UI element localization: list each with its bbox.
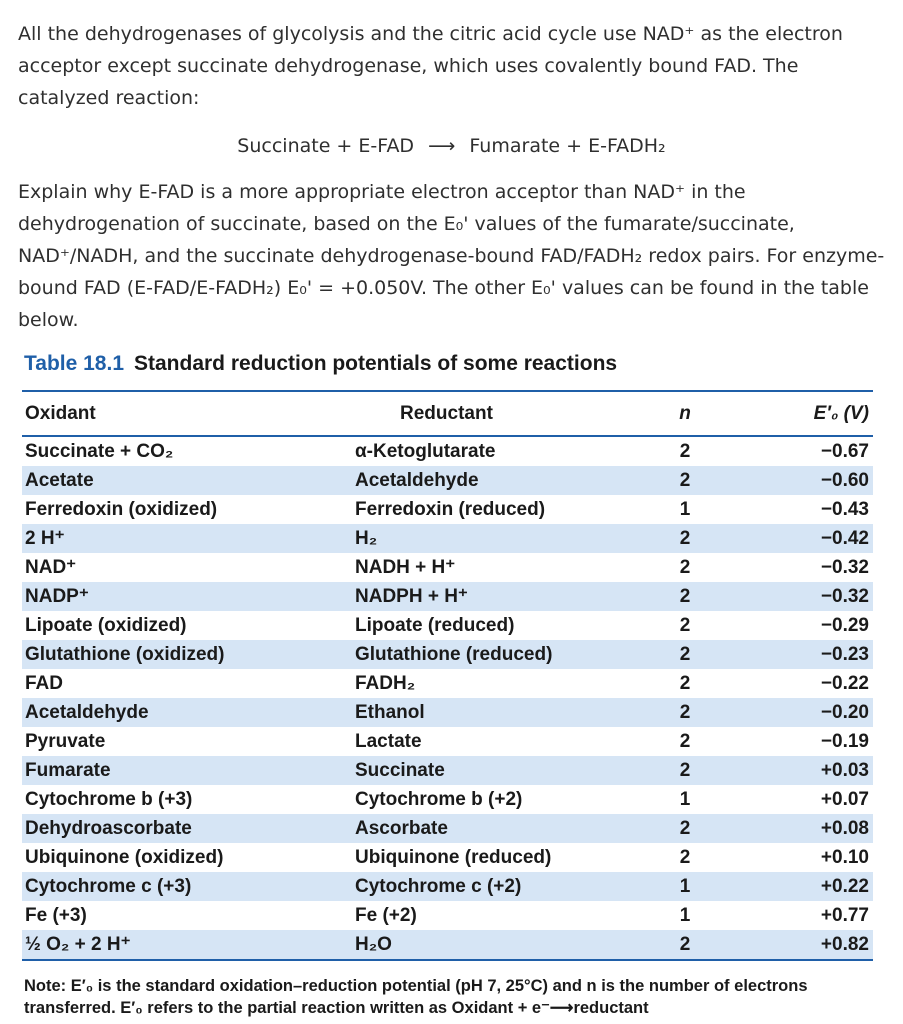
table-number: Table 18.1 (24, 352, 124, 375)
cell-oxidant: Lipoate (oxidized) (25, 615, 187, 636)
cell-oxidant: Fe (+3) (25, 905, 87, 926)
cell-e0: +0.08 (820, 818, 869, 839)
reduction-potential-table (22, 390, 873, 961)
table-caption (24, 352, 617, 376)
cell-reductant: Fe (+2) (355, 905, 417, 926)
cell-e0: −0.23 (820, 644, 869, 665)
question-paragraph-1 (18, 18, 888, 114)
cell-reductant: Ascorbate (355, 818, 448, 839)
table-row (22, 698, 873, 727)
cell-e0: +0.77 (820, 905, 869, 926)
cell-e0: −0.22 (820, 673, 869, 694)
cell-oxidant: NADP⁺ (25, 586, 89, 607)
cell-reductant: H₂O (355, 934, 392, 955)
table-row (22, 582, 873, 611)
cell-n: 2 (679, 586, 691, 607)
cell-oxidant: NAD⁺ (25, 557, 77, 578)
cell-n: 2 (679, 441, 691, 462)
cell-n: 1 (679, 905, 691, 926)
header-e0: E′₀ (V) (813, 403, 869, 424)
header-oxidant: Oxidant (25, 403, 96, 424)
cell-e0: +0.03 (820, 760, 869, 781)
cell-reductant: NADH + H⁺ (355, 557, 456, 578)
cell-oxidant: Acetaldehyde (25, 702, 149, 723)
cell-oxidant: Glutathione (oxidized) (25, 644, 225, 665)
cell-e0: −0.32 (820, 557, 869, 578)
cell-oxidant: Dehydroascorbate (25, 818, 192, 839)
table-row (22, 756, 873, 785)
header-n: n (679, 403, 691, 424)
table-row (22, 640, 873, 669)
cell-n: 2 (679, 702, 691, 723)
cell-n: 2 (679, 528, 691, 549)
cell-reductant: Glutathione (reduced) (355, 644, 553, 665)
table-row (22, 611, 873, 640)
table-row (22, 495, 873, 524)
cell-reductant: Ferredoxin (reduced) (355, 499, 546, 520)
equation-right: Fumarate + E-FADH₂ (469, 135, 666, 157)
cell-reductant: Lactate (355, 731, 422, 752)
table-title: Standard reduction potentials of some reactions (134, 352, 618, 375)
cell-reductant: NADPH + H⁺ (355, 586, 468, 607)
reaction-equation (0, 130, 903, 162)
cell-oxidant: Ubiquinone (oxidized) (25, 847, 224, 868)
cell-oxidant: Pyruvate (25, 731, 106, 752)
table-row (22, 785, 873, 814)
table-row (22, 669, 873, 698)
table-row (22, 466, 873, 495)
cell-n: 2 (679, 673, 691, 694)
table-row (22, 843, 873, 872)
cell-e0: +0.82 (820, 934, 869, 955)
cell-oxidant: Cytochrome c (+3) (25, 876, 192, 897)
cell-oxidant: Ferredoxin (oxidized) (25, 499, 218, 520)
cell-n: 2 (679, 731, 691, 752)
cell-n: 1 (679, 499, 691, 520)
cell-e0: −0.67 (820, 441, 869, 462)
cell-reductant: Ethanol (355, 702, 425, 723)
cell-n: 2 (679, 644, 691, 665)
table-row (22, 524, 873, 553)
cell-n: 2 (679, 557, 691, 578)
table-note: Note: E′₀ is the standard oxidation–reduction potential (pH 7, 25°C) and n is the number of electrons transferred. E′₀ refers to the partial reaction written as Oxidant + e⁻⟶reductant (24, 977, 808, 1017)
table-row (22, 930, 873, 959)
header-reductant: Reductant (400, 403, 493, 424)
table-row (22, 727, 873, 756)
table-bottom-rule (22, 959, 873, 961)
table-header (22, 392, 873, 437)
cell-n: 1 (679, 876, 691, 897)
cell-oxidant: Succinate + CO₂ (25, 441, 174, 462)
reaction-arrow-icon: ⟶ (428, 135, 456, 157)
cell-oxidant: Acetate (25, 470, 94, 491)
cell-n: 1 (679, 789, 691, 810)
table-row (22, 437, 873, 466)
cell-reductant: Cytochrome b (+2) (355, 789, 523, 810)
table-row (22, 553, 873, 582)
cell-e0: −0.29 (820, 615, 869, 636)
table-row (22, 872, 873, 901)
equation-left: Succinate + E-FAD (237, 135, 415, 157)
cell-e0: −0.60 (820, 470, 869, 491)
cell-e0: −0.43 (820, 499, 869, 520)
cell-reductant: FADH₂ (355, 673, 416, 694)
cell-reductant: Ubiquinone (reduced) (355, 847, 552, 868)
cell-e0: −0.42 (820, 528, 869, 549)
cell-e0: +0.10 (820, 847, 869, 868)
cell-reductant: H₂ (355, 528, 378, 549)
cell-reductant: α-Ketoglutarate (355, 441, 496, 462)
cell-e0: +0.07 (820, 789, 869, 810)
question-text: Explain why E-FAD is a more appropriate electron acceptor than NAD⁺ in the dehydrogenation of succinate, based on the E₀' values of the fumarate/succinate, NAD⁺/NADH, and the succinate dehydrogenase-bound FAD/FADH₂ redox pairs. For enzyme-bound FAD (E-FAD/E-FADH₂) E₀' = +0.050V. The other E₀' values can be found in the table below. (18, 181, 885, 331)
intro-text: All the dehydrogenases of glycolysis and the citric acid cycle use NAD⁺ as the electron acceptor except succinate dehydrogenase, which uses covalently bound FAD. The catalyzed reaction: (18, 23, 843, 109)
cell-oxidant: FAD (25, 673, 63, 694)
table-body (22, 437, 873, 959)
cell-e0: +0.22 (820, 876, 869, 897)
cell-oxidant: Cytochrome b (+3) (25, 789, 193, 810)
cell-e0: −0.19 (820, 731, 869, 752)
cell-n: 2 (679, 615, 691, 636)
table-row (22, 814, 873, 843)
table-row (22, 901, 873, 930)
cell-reductant: Lipoate (reduced) (355, 615, 515, 636)
cell-n: 2 (679, 760, 691, 781)
cell-oxidant: 2 H⁺ (25, 528, 65, 549)
cell-reductant: Acetaldehyde (355, 470, 479, 491)
cell-n: 2 (679, 470, 691, 491)
cell-e0: −0.32 (820, 586, 869, 607)
cell-e0: −0.20 (820, 702, 869, 723)
cell-n: 2 (679, 818, 691, 839)
cell-n: 2 (679, 934, 691, 955)
cell-n: 2 (679, 847, 691, 868)
cell-reductant: Succinate (355, 760, 445, 781)
cell-reductant: Cytochrome c (+2) (355, 876, 522, 897)
cell-oxidant: Fumarate (25, 760, 111, 781)
question-paragraph-2 (18, 176, 888, 336)
cell-oxidant: ½ O₂ + 2 H⁺ (25, 934, 131, 955)
